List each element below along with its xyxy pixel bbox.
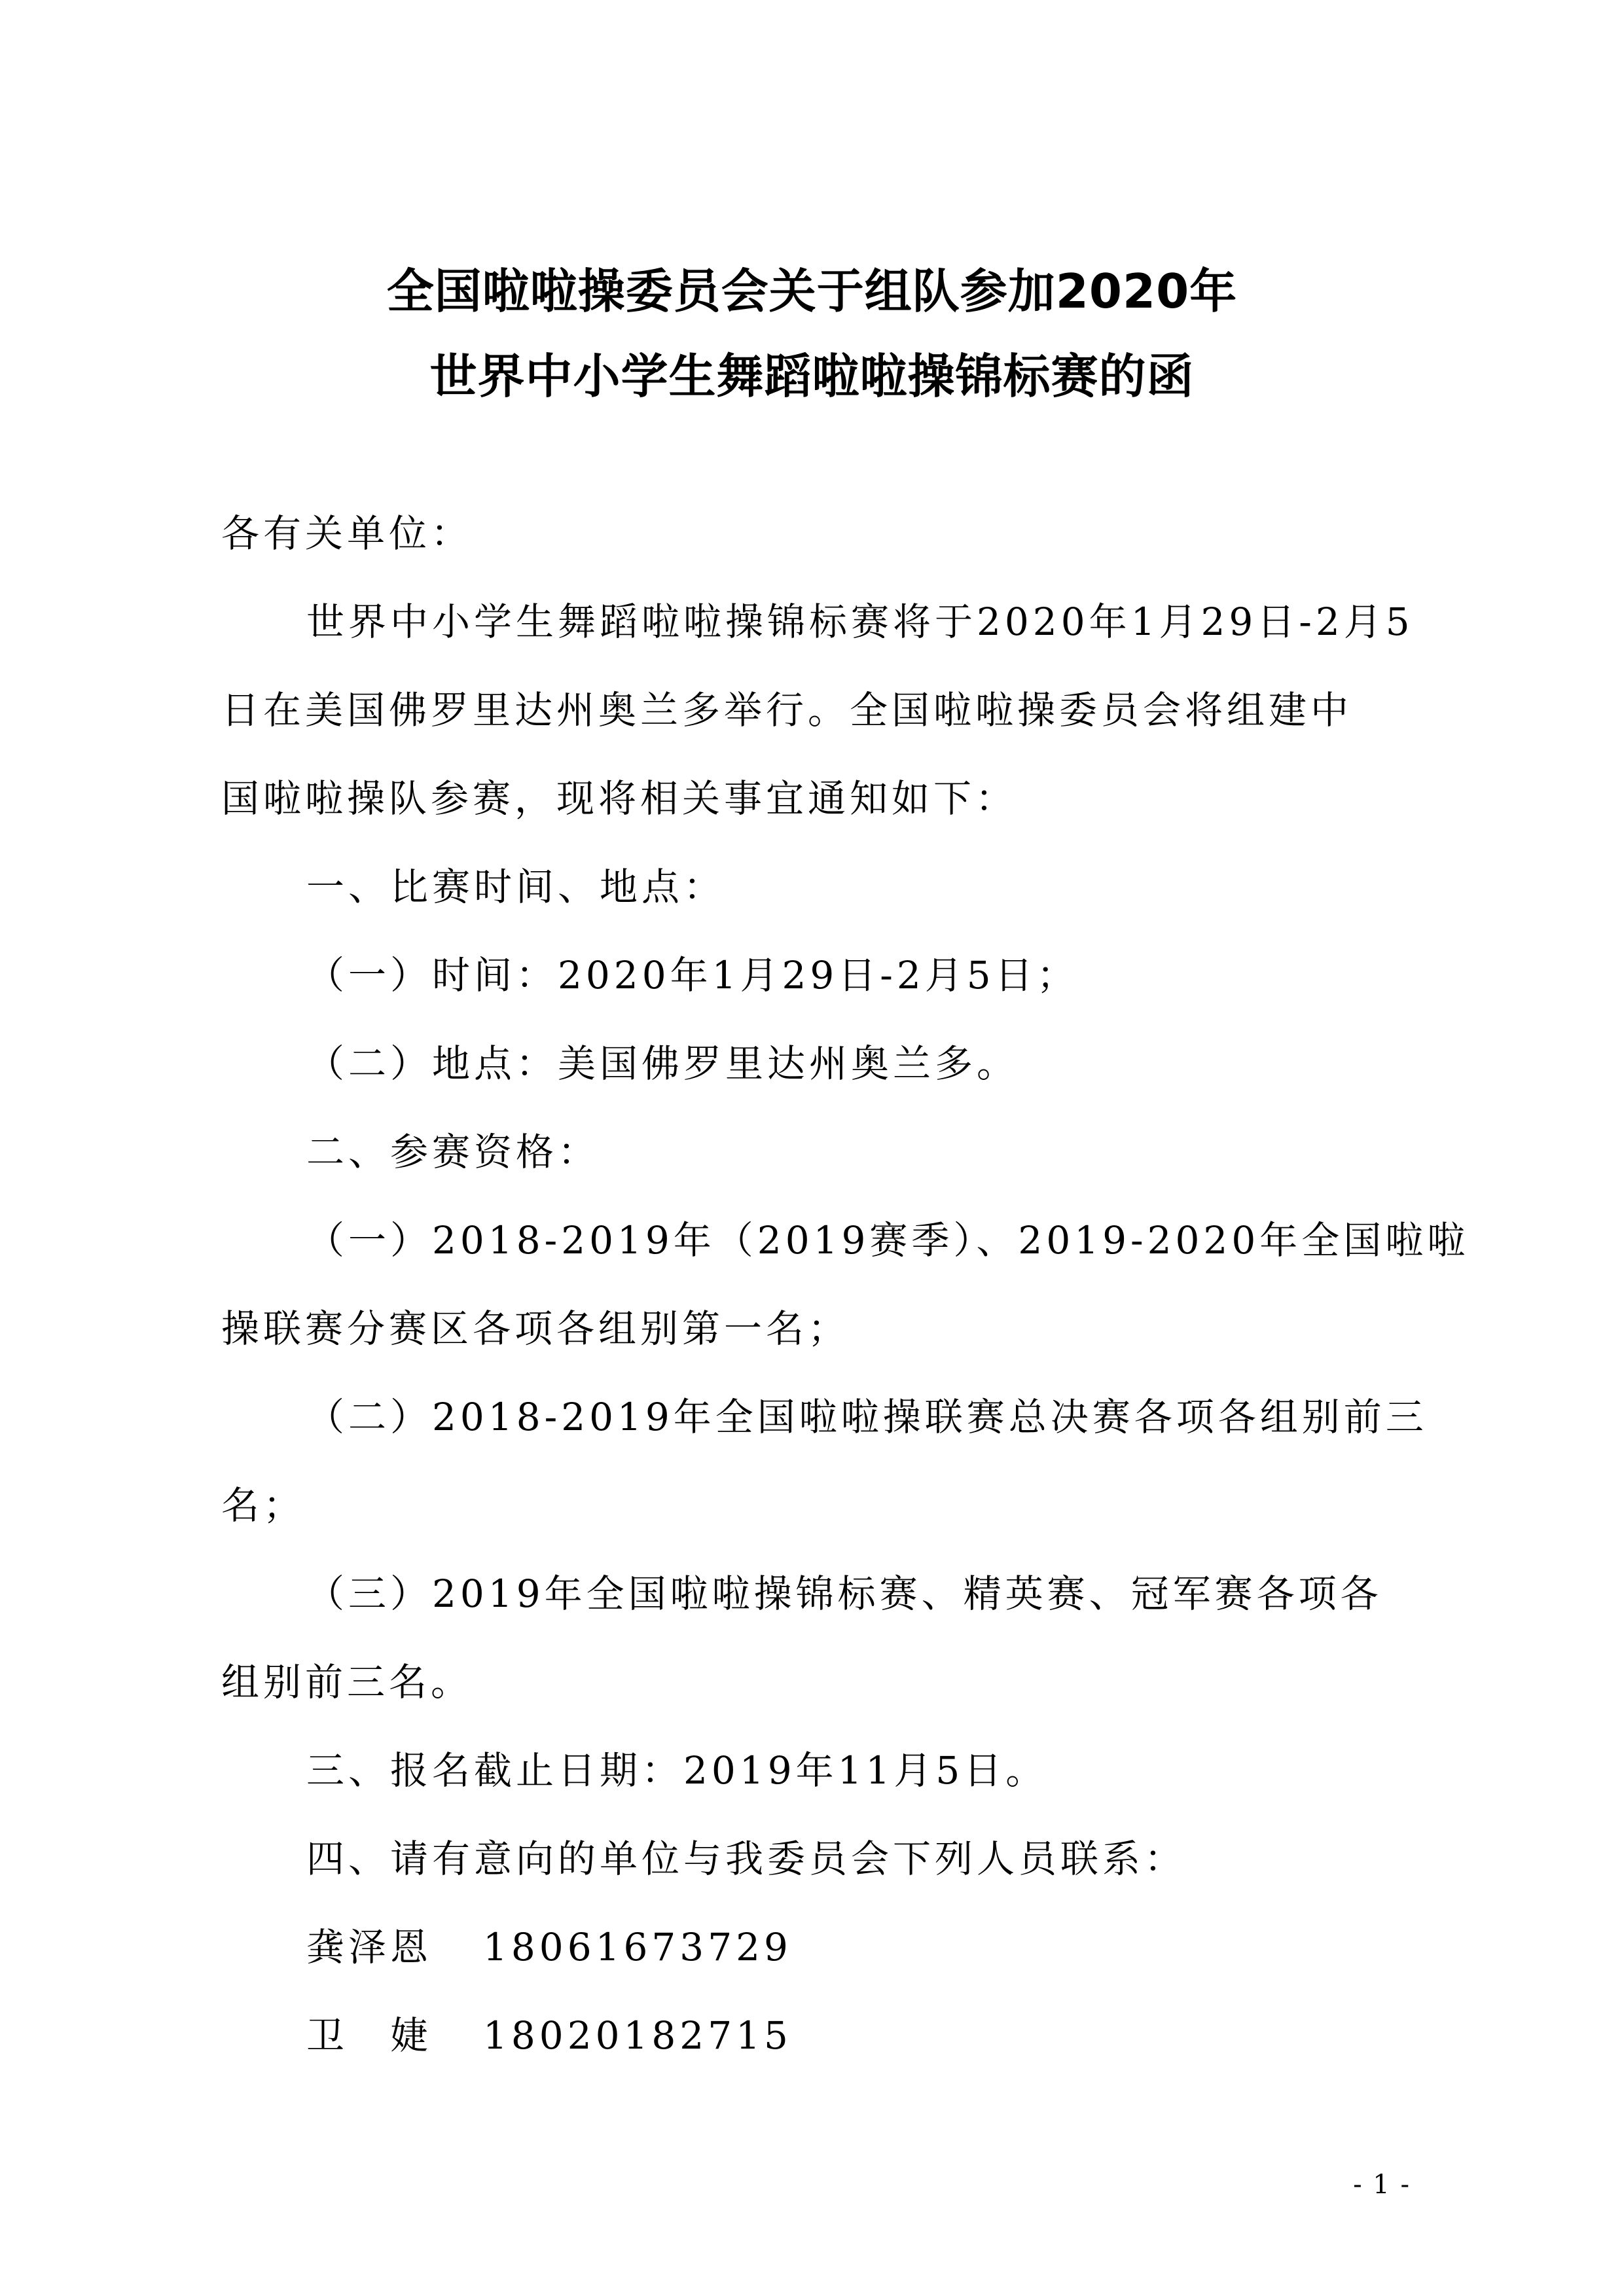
salutation: 各有关单位： xyxy=(221,511,473,556)
intro-line-3: 国啦啦操队参赛，现将相关事宜通知如下： xyxy=(221,776,1018,821)
document-body xyxy=(221,490,1470,2080)
section-4-heading: 四、请有意向的单位与我委员会下列人员联系： xyxy=(306,1837,1187,1881)
contact-row xyxy=(221,1992,1419,2080)
section-2-item-3-line-2: 组别前三名。 xyxy=(221,1660,473,1704)
section-2-heading: 二、参赛资格： xyxy=(306,1130,600,1174)
document-title xyxy=(0,249,1624,419)
contact-name: 卫 婕 xyxy=(306,2013,433,2058)
section-2-item-1-line-2: 操联赛分赛区各项各组别第一名； xyxy=(221,1306,850,1351)
title-line-2: 世界中小学生舞蹈啦啦操锦标赛的函 xyxy=(429,349,1195,404)
section-3-heading: 三、报名截止日期：2019年11月5日。 xyxy=(306,1748,1048,1793)
contact-row xyxy=(221,1903,1419,1992)
section-1-item-2: （二）地点：美国佛罗里达州奥兰多。 xyxy=(306,1041,1019,1086)
contact-name: 龚泽恩 xyxy=(306,1925,433,1969)
section-2-item-2-line-1: （二）2018-2019年全国啦啦操联赛总决赛各项各组别前三 xyxy=(306,1395,1428,1439)
title-line-1: 全国啦啦操委员会关于组队参加2020年 xyxy=(386,264,1238,319)
section-2-item-3-line-1: （三）2019年全国啦啦操锦标赛、精英赛、冠军赛各项各 xyxy=(306,1571,1382,1616)
contact-phone: 18020182715 xyxy=(483,2013,792,2058)
section-2-item-1-line-1: （一）2018-2019年（2019赛季）、2019-2020年全国啦啦 xyxy=(306,1218,1470,1263)
section-2-item-2-line-2: 名； xyxy=(221,1483,306,1528)
contact-phone: 18061673729 xyxy=(483,1925,792,1969)
page-number: - 1 - xyxy=(1353,2170,1411,2200)
intro-line-1: 世界中小学生舞蹈啦啦操锦标赛将于2020年1月29日-2月5 xyxy=(306,600,1414,644)
section-1-item-1: （一）时间：2020年1月29日-2月5日； xyxy=(306,953,1079,997)
intro-line-2: 日在美国佛罗里达州奥兰多举行。全国啦啦操委员会将组建中 xyxy=(221,688,1353,732)
section-1-heading: 一、比赛时间、地点： xyxy=(306,865,726,909)
